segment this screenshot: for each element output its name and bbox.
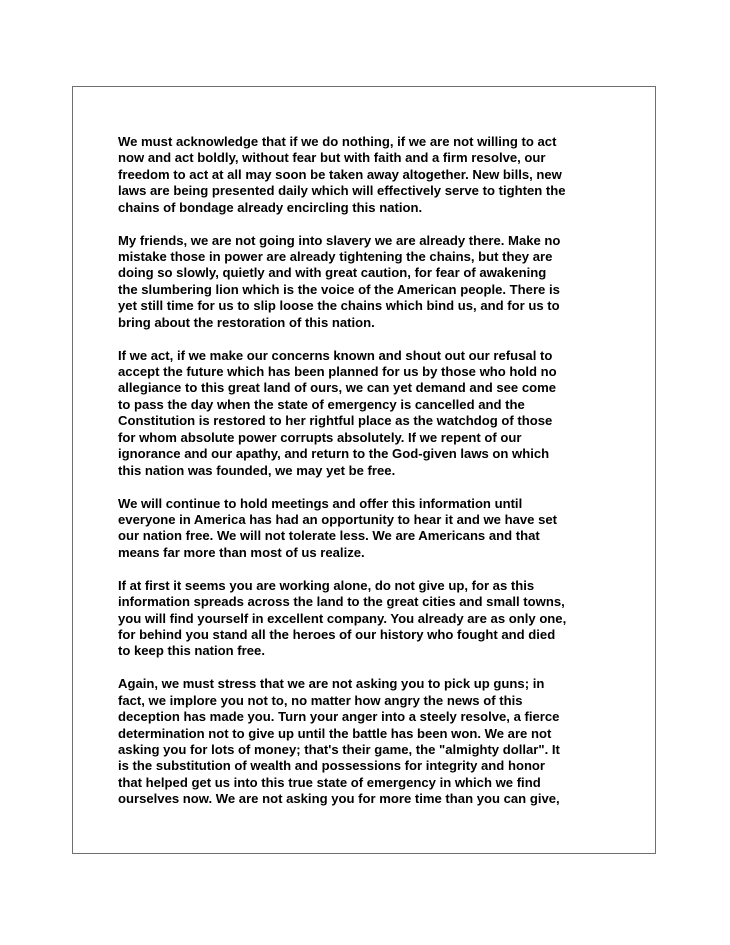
text-line: is the substitution of wealth and possessions for integrity and honor: [118, 758, 546, 774]
text-line: to pass the day when the state of emergency is cancelled and the: [118, 396, 525, 412]
text-line: If at first it seems you are working alone, do not give up, for as this: [118, 577, 535, 593]
text-line: now and act boldly, without fear but with faith and a firm resolve, our: [118, 150, 546, 166]
text-line: doing so slowly, quietly and with great caution, for fear of awakening: [118, 265, 547, 281]
text-line: you will find yourself in excellent company. You already are as only one,: [118, 610, 567, 626]
body-text: [118, 134, 618, 824]
text-line: everyone in America has had an opportunity to hear it and we have set: [118, 511, 557, 527]
text-line: that helped get us into this true state of emergency in which we find: [118, 774, 541, 790]
text-line: Again, we must stress that we are not asking you to pick up guns; in: [118, 676, 545, 692]
paragraph-6: [118, 676, 618, 807]
text-line: mistake those in power are already tightening the chains, but they are: [118, 249, 553, 265]
text-line: allegiance to this great land of ours, we can yet demand and see come: [118, 380, 557, 396]
text-line: freedom to act at all may soon be taken away altogether. New bills, new: [118, 166, 562, 182]
text-line: bring about the restoration of this nation.: [118, 314, 375, 330]
text-line: our nation free. We will not tolerate less. We are Americans and that: [118, 528, 540, 544]
text-line: information spreads across the land to the great cities and small towns,: [118, 594, 565, 610]
text-line: deception has made you. Turn your anger into a steely resolve, a fierce: [118, 709, 560, 725]
paragraph-4: [118, 496, 618, 562]
text-line: the slumbering lion which is the voice of the American people. There is: [118, 281, 560, 297]
text-line: determination not to give up until the battle has been won. We are not: [118, 725, 552, 741]
text-line: My friends, we are not going into slavery we are already there. Make no: [118, 232, 561, 248]
text-line: laws are being presented daily which will effectively serve to tighten the: [118, 183, 566, 199]
paragraph-3: [118, 348, 618, 479]
text-line: If we act, if we make our concerns known and shout out our refusal to: [118, 347, 553, 363]
paragraph-5: [118, 578, 618, 660]
text-line: chains of bondage already encircling this nation.: [118, 199, 423, 215]
paragraph-1: [118, 134, 618, 216]
text-line: Constitution is restored to her rightful place as the watchdog of those: [118, 413, 553, 429]
text-line: ourselves now. We are not asking you for more time than you can give,: [118, 791, 560, 807]
text-line: this nation was founded, we may yet be free.: [118, 462, 396, 478]
text-line: means far more than most of us realize.: [118, 544, 365, 560]
text-line: for whom absolute power corrupts absolutely. If we repent of our: [118, 429, 522, 445]
text-line: yet still time for us to slip loose the chains which bind us, and for us to: [118, 298, 560, 314]
text-line: We will continue to hold meetings and offer this information until: [118, 495, 523, 511]
text-line: asking you for lots of money; that's their game, the "almighty dollar". It: [118, 741, 560, 757]
text-line: fact, we implore you not to, no matter how angry the news of this: [118, 692, 523, 708]
page-frame: [72, 86, 656, 854]
text-line: ignorance and our apathy, and return to the God-given laws on which: [118, 446, 550, 462]
text-line: to keep this nation free.: [118, 643, 265, 659]
text-line: for behind you stand all the heroes of our history who fought and died: [118, 626, 556, 642]
paragraph-2: [118, 233, 618, 331]
text-line: accept the future which has been planned for us by those who hold no: [118, 364, 557, 380]
text-line: We must acknowledge that if we do nothing, if we are not willing to act: [118, 134, 557, 149]
